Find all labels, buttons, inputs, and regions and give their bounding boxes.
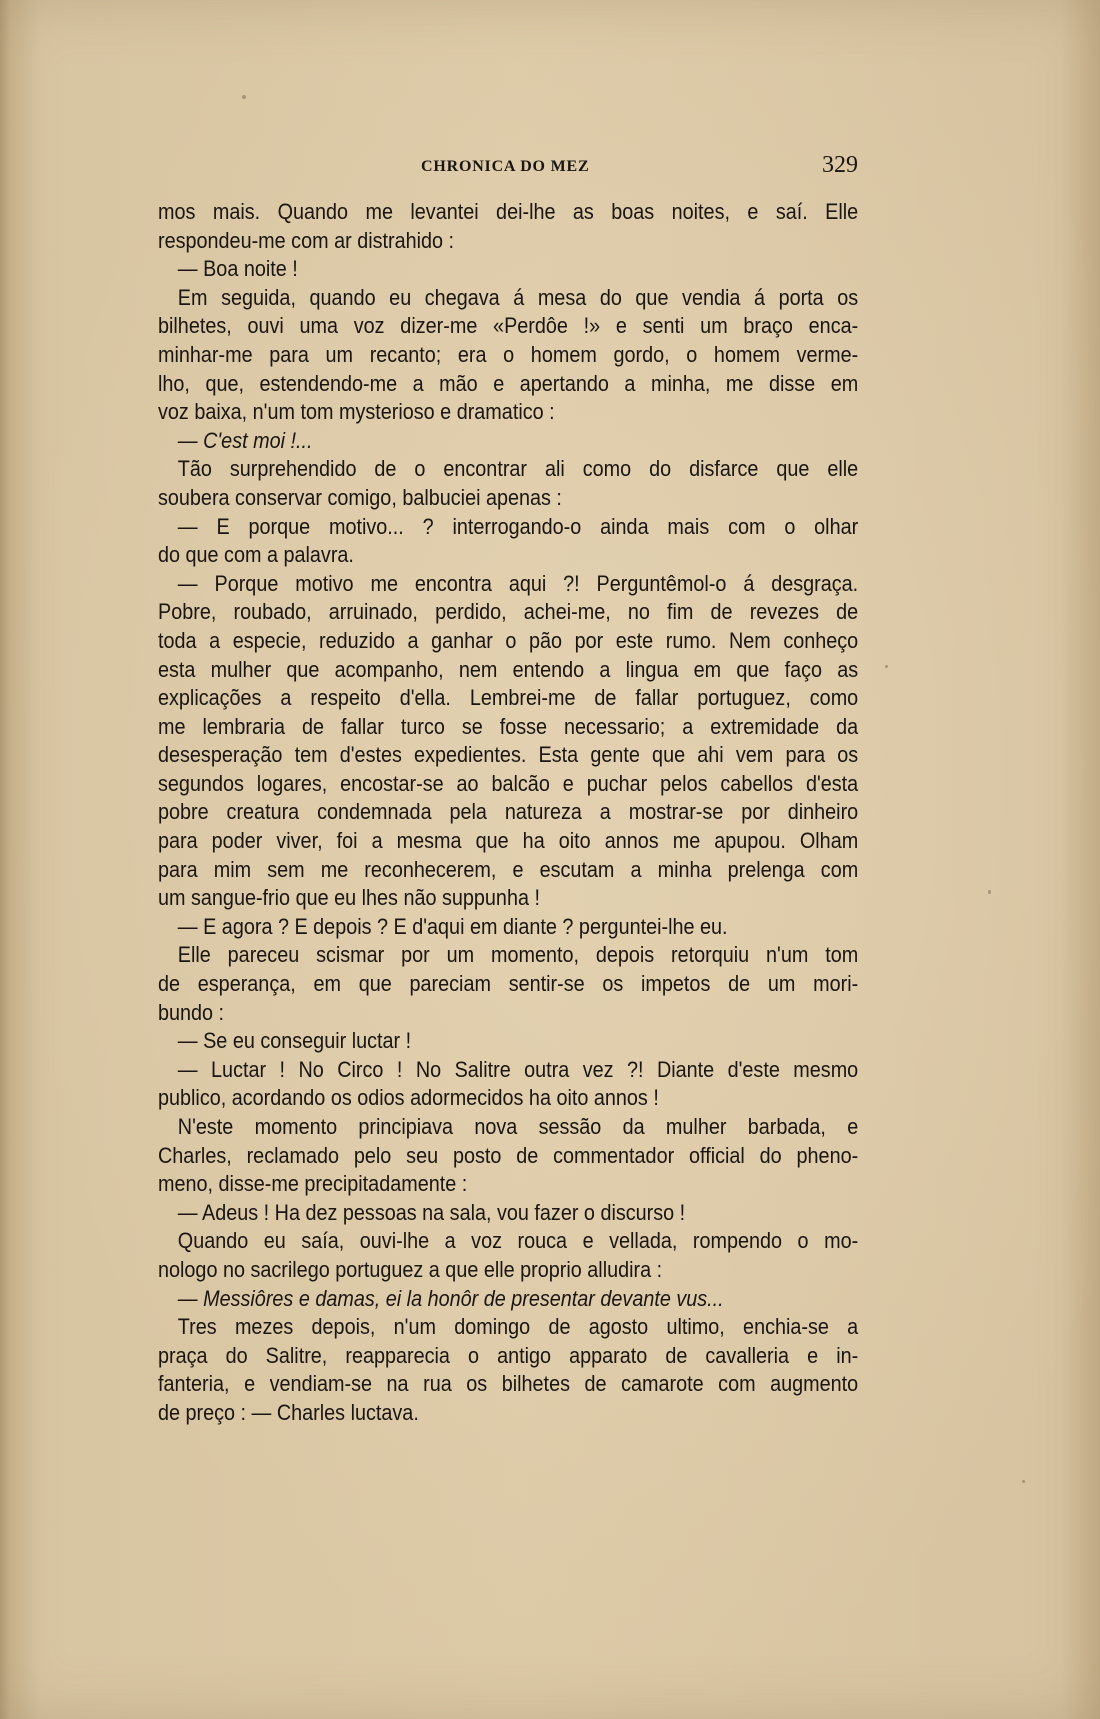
text-line: de esperança, em que pareciam sentir-se os impetos de um mori- [158, 971, 859, 997]
text-line: — Adeus ! Ha dez pessoas na sala, vou fazer o discurso ! [177, 1199, 686, 1225]
text-line: segundos logares, encostar-se ao balcão e puchar pelos cabellos d'esta [158, 770, 859, 796]
text-line: de preço : — Charles luctava. [158, 1399, 419, 1425]
text-line: Charles, reclamado pelo seu posto de commentador official do pheno- [158, 1142, 859, 1168]
paper-speck [1022, 1480, 1025, 1483]
running-title: CHRONICA DO MEZ [421, 158, 590, 175]
text-line: — Porque motivo me encontra aqui ?! Perguntêmol-o á desgraça. [177, 570, 859, 596]
text-line: — Boa noite ! [177, 256, 298, 282]
text-line: mos mais. Quando me levantei dei-lhe as boas noites, e saí. Elle [158, 199, 859, 224]
text-line: bilhetes, ouvi uma voz dizer-me «Perdôe !» e senti um braço enca- [158, 313, 859, 339]
text-line: praça do Salitre, reapparecia o antigo apparato de cavalleria e in- [158, 1342, 859, 1368]
text-line: — E agora ? E depois ? E d'aqui em diante ? perguntei-lhe eu. [177, 913, 728, 939]
text-line: explicações a respeito d'ella. Lembrei-me de fallar portuguez, como [158, 685, 859, 711]
text-line: publico, acordando os odios adormecidos ha oito annos ! [158, 1085, 659, 1111]
text-line: Elle pareceu scismar por um momento, depois retorquiu n'um tom [177, 942, 859, 968]
text-line: voz baixa, n'um tom mysterioso e dramatico : [158, 399, 555, 425]
body-text [158, 198, 858, 1428]
text-line: minhar-me para um recanto; era o homem gordo, o homem verme- [158, 341, 859, 367]
text-line: lho, que, estendendo-me a mão e apertando a minha, me disse em [158, 370, 859, 396]
text-line: — Luctar ! No Circo ! No Salitre outra vez ?! Diante d'este mesmo [177, 1056, 859, 1082]
text-line: — C'est moi !... [177, 427, 313, 453]
text-line: para mim sem me reconhecerem, e escutam a minha prelenga com [158, 856, 859, 882]
text-line: meno, disse-me precipitadamente : [158, 1171, 468, 1197]
text-line: — Messiôres e damas, ei la honôr de presentar devante vus... [177, 1285, 724, 1311]
text-line: Pobre, roubado, arruinado, perdido, achei-me, no fim de revezes de [158, 599, 859, 625]
text-line: — E porque motivo... ? interrogando-o ainda mais com o olhar [177, 513, 859, 539]
text-line: — Se eu conseguir luctar ! [177, 1028, 412, 1054]
text-line: pobre creatura condemnada pela natureza a mostrar-se por dinheiro [158, 799, 859, 825]
paper-speck [988, 890, 991, 894]
text-line: Quando eu saía, ouvi-lhe a voz rouca e vellada, rompendo o mo- [177, 1228, 859, 1254]
text-line: Tres mezes depois, n'um domingo de agosto ultimo, enchia-se a [177, 1314, 859, 1340]
text-line: nologo no sacrilego portuguez a que elle proprio alludira : [158, 1256, 663, 1282]
text-line: para poder viver, foi a mesma que ha oito annos me apupou. Olham [158, 828, 859, 854]
text-line: bundo : [158, 999, 225, 1025]
text-line: do que com a palavra. [158, 542, 354, 568]
text-line: desesperação tem d'estes expedientes. Esta gente que ahi vem para os [158, 742, 859, 768]
text-line: Tão surprehendido de o encontrar ali como do disfarce que elle [177, 456, 859, 482]
paper-speck [885, 665, 888, 668]
text-line: respondeu-me com ar distrahido : [158, 227, 455, 253]
text-line: fanteria, e vendiam-se na rua os bilhetes de camarote com augmento [158, 1371, 859, 1397]
text-line: Em seguida, quando eu chegava á mesa do que vendia á porta os [177, 284, 859, 310]
text-line: soubera conservar comigo, balbuciei apenas : [158, 484, 562, 510]
paper-speck [242, 95, 246, 99]
text-line: toda a especie, reduzido a ganhar o pão por este rumo. Nem conheço [158, 627, 859, 653]
page-number: 329 [822, 152, 858, 178]
text-line: um sangue-frio que eu lhes não suppunha ! [158, 885, 540, 911]
text-line: esta mulher que acompanho, nem entendo a lingua em que faço as [158, 656, 859, 682]
text-line: N'este momento principiava nova sessão da mulher barbada, e [177, 1114, 859, 1139]
page-header [158, 152, 858, 186]
text-line: me lembraria de fallar turco se fosse necessario; a extremidade da [158, 713, 859, 739]
